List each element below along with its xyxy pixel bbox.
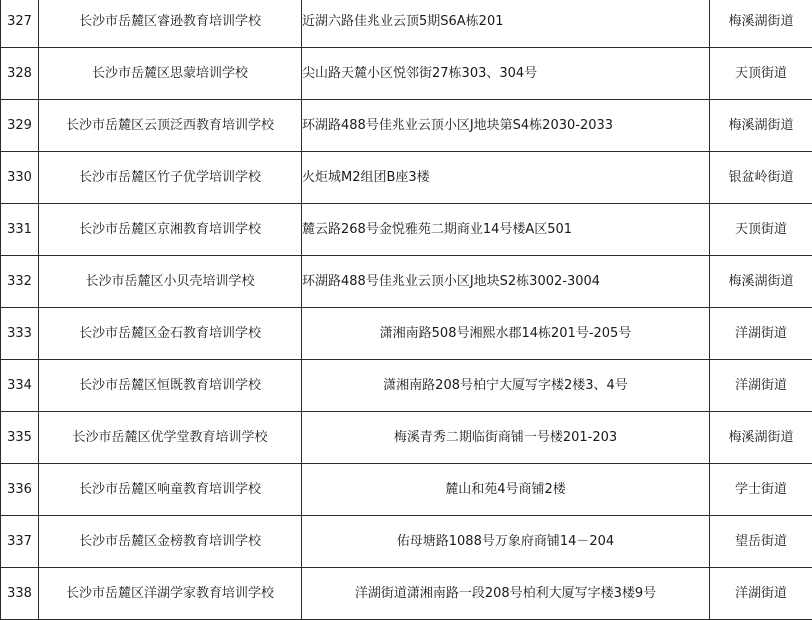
street-name: 天顶街道 <box>710 204 812 256</box>
school-name: 长沙市岳麓区金榜教育培训学校 <box>39 516 302 568</box>
school-name: 长沙市岳麓区洋湖学家教育培训学校 <box>39 568 302 620</box>
school-name: 长沙市岳麓区京湘教育培训学校 <box>39 204 302 256</box>
school-address: 麓云路268号金悦雅苑二期商业14号楼A区501 <box>302 204 710 256</box>
row-number: 329 <box>1 100 39 152</box>
school-address: 麓山和苑4号商铺2楼 <box>302 464 710 516</box>
row-number: 337 <box>1 516 39 568</box>
table-row <box>1 152 812 204</box>
school-address: 潇湘南路208号柏宁大厦写字楼2楼3、4号 <box>302 360 710 412</box>
row-number: 328 <box>1 48 39 100</box>
row-number: 335 <box>1 412 39 464</box>
school-address: 火炬城M2组团B座3楼 <box>302 152 710 204</box>
school-name: 长沙市岳麓区恒既教育培训学校 <box>39 360 302 412</box>
school-name: 长沙市岳麓区睿逊教育培训学校 <box>39 0 302 48</box>
school-address: 洋湖街道潇湘南路一段208号柏利大厦写字楼3楼9号 <box>302 568 710 620</box>
street-name: 银盆岭街道 <box>710 152 812 204</box>
row-number: 332 <box>1 256 39 308</box>
row-number: 331 <box>1 204 39 256</box>
row-number: 334 <box>1 360 39 412</box>
street-name: 梅溪湖街道 <box>710 256 812 308</box>
school-address: 佑母塘路1088号万象府商铺14－204 <box>302 516 710 568</box>
table-row <box>1 360 812 412</box>
table-row <box>1 568 812 620</box>
school-address: 环湖路488号佳兆业云顶小区J地块S2栋3002-3004 <box>302 256 710 308</box>
school-name: 长沙市岳麓区小贝壳培训学校 <box>39 256 302 308</box>
row-number: 327 <box>1 0 39 48</box>
street-name: 洋湖街道 <box>710 568 812 620</box>
school-address: 尖山路天麓小区悦邻街27栋303、304号 <box>302 48 710 100</box>
table-row <box>1 412 812 464</box>
table-row <box>1 100 812 152</box>
school-name: 长沙市岳麓区优学堂教育培训学校 <box>39 412 302 464</box>
table-row <box>1 516 812 568</box>
school-address: 近湖六路佳兆业云顶5期S6A栋201 <box>302 0 710 48</box>
street-name: 梅溪湖街道 <box>710 100 812 152</box>
school-name: 长沙市岳麓区云顶泛西教育培训学校 <box>39 100 302 152</box>
table-row <box>1 308 812 360</box>
row-number: 330 <box>1 152 39 204</box>
street-name: 洋湖街道 <box>710 308 812 360</box>
street-name: 学士街道 <box>710 464 812 516</box>
school-address: 梅溪青秀二期临街商铺一号楼201-203 <box>302 412 710 464</box>
school-name: 长沙市岳麓区思蒙培训学校 <box>39 48 302 100</box>
table-row <box>1 256 812 308</box>
school-address: 潇湘南路508号湘熙水郡14栋201号-205号 <box>302 308 710 360</box>
table-row <box>1 48 812 100</box>
table-row <box>1 204 812 256</box>
school-name: 长沙市岳麓区响童教育培训学校 <box>39 464 302 516</box>
table-row <box>1 0 812 48</box>
street-name: 洋湖街道 <box>710 360 812 412</box>
street-name: 望岳街道 <box>710 516 812 568</box>
table-row <box>1 464 812 516</box>
row-number: 336 <box>1 464 39 516</box>
school-address: 环湖路488号佳兆业云顶小区J地块第S4栋2030-2033 <box>302 100 710 152</box>
street-name: 天顶街道 <box>710 48 812 100</box>
row-number: 333 <box>1 308 39 360</box>
street-name: 梅溪湖街道 <box>710 0 812 48</box>
school-name: 长沙市岳麓区金石教育培训学校 <box>39 308 302 360</box>
row-number: 338 <box>1 568 39 620</box>
street-name: 梅溪湖街道 <box>710 412 812 464</box>
school-name: 长沙市岳麓区竹子优学培训学校 <box>39 152 302 204</box>
